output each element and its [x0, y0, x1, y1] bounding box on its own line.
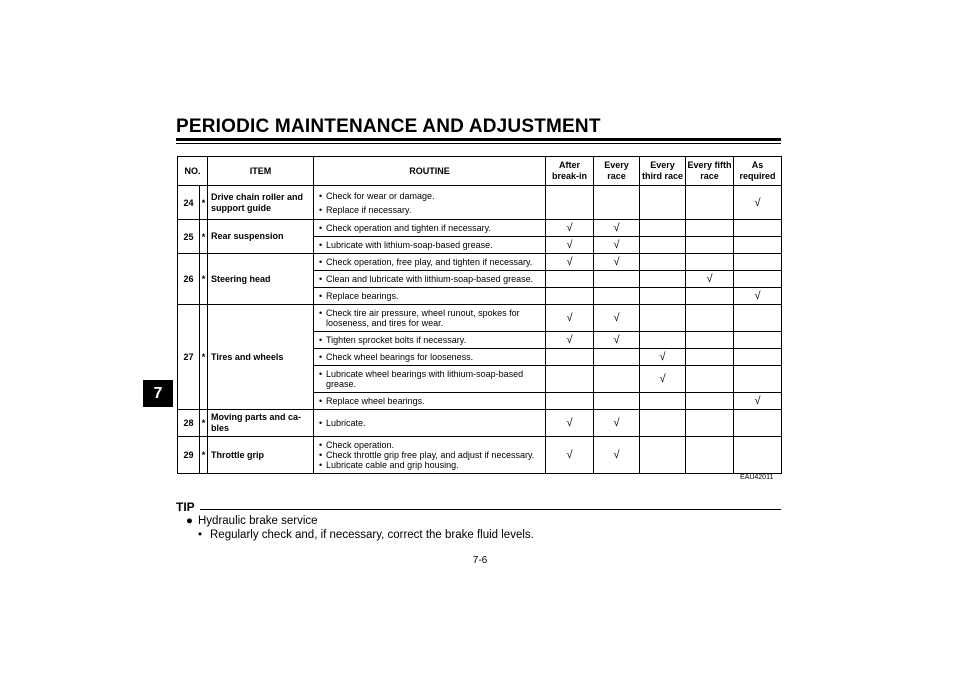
check-cell [546, 271, 594, 288]
check-cell [594, 366, 640, 393]
row-routine [314, 271, 546, 288]
check-mark: √ [546, 332, 594, 349]
routine-line: • Check operation and tighten if necessary. [318, 223, 542, 233]
check-cell [686, 437, 734, 474]
table-row [178, 305, 782, 332]
row-routine [314, 305, 546, 332]
check-cell [686, 254, 734, 271]
check-mark: √ [594, 254, 640, 271]
check-cell [640, 393, 686, 410]
tip-label: TIP [176, 500, 195, 514]
routine-line: • Check throttle grip free play, and adjust if necessary. [318, 450, 542, 460]
chapter-tab: 7 [143, 380, 173, 407]
check-cell [640, 186, 686, 220]
header-every-fifth-race: Every fifth race [686, 157, 734, 186]
check-cell [640, 305, 686, 332]
check-cell [640, 237, 686, 254]
check-cell [686, 220, 734, 237]
check-cell [640, 288, 686, 305]
table-row [178, 220, 782, 237]
check-cell [734, 437, 782, 474]
routine-line: • Lubricate wheel bearings with lithium-soap-based grease. [318, 369, 542, 389]
row-routine [314, 288, 546, 305]
row-routine [314, 366, 546, 393]
title-rule-thin [176, 143, 781, 144]
check-cell [686, 186, 734, 220]
check-cell [640, 410, 686, 437]
check-cell [734, 410, 782, 437]
check-cell [546, 349, 594, 366]
dot-bullet-icon: • [198, 529, 203, 541]
check-cell [734, 254, 782, 271]
check-mark: √ [594, 305, 640, 332]
check-cell [734, 366, 782, 393]
routine-line: • Check operation, free play, and tighten if necessary. [318, 257, 542, 267]
check-cell [594, 288, 640, 305]
check-mark: √ [640, 366, 686, 393]
table-row [178, 254, 782, 271]
row-number: 28 [178, 410, 200, 437]
maintenance-table [177, 156, 782, 474]
routine-line: • Lubricate. [318, 418, 542, 428]
header-item: ITEM [208, 157, 314, 186]
check-cell [546, 393, 594, 410]
routine-line: • Check operation. [318, 440, 542, 450]
routine-line: • Clean and lubricate with lithium-soap-based grease. [318, 274, 542, 284]
check-cell [546, 288, 594, 305]
header-after-break-in: After break-in [546, 157, 594, 186]
check-cell [640, 254, 686, 271]
row-number: 29 [178, 437, 200, 474]
filled-circle-bullet-icon: ● [186, 515, 193, 527]
routine-line: • Check for wear or damage. [318, 191, 542, 201]
row-number: 25 [178, 220, 200, 254]
check-cell [640, 220, 686, 237]
row-routine [314, 437, 546, 474]
table-row [178, 437, 782, 474]
check-mark: √ [734, 186, 782, 220]
check-cell [686, 410, 734, 437]
row-star: * [200, 410, 208, 437]
row-item: Drive chain roller and support guide [208, 186, 314, 220]
tip-rule [200, 509, 781, 510]
tip-item [186, 515, 318, 527]
row-routine [314, 186, 546, 220]
check-cell [734, 305, 782, 332]
check-mark: √ [546, 237, 594, 254]
routine-line: • Tighten sprocket bolts if necessary. [318, 335, 542, 345]
check-cell [640, 437, 686, 474]
check-cell [686, 332, 734, 349]
row-star: * [200, 254, 208, 305]
check-cell [686, 305, 734, 332]
routine-line: • Replace wheel bearings. [318, 396, 542, 406]
table-header-row [178, 157, 782, 186]
check-mark: √ [594, 410, 640, 437]
check-cell [686, 349, 734, 366]
routine-line: • Check wheel bearings for looseness. [318, 352, 542, 362]
check-cell [640, 332, 686, 349]
check-mark: √ [734, 288, 782, 305]
row-number: 26 [178, 254, 200, 305]
check-cell [734, 220, 782, 237]
check-mark: √ [594, 237, 640, 254]
row-star: * [200, 305, 208, 410]
check-cell [734, 237, 782, 254]
row-star: * [200, 437, 208, 474]
tip-subitem-text: Regularly check and, if necessary, correct the brake fluid levels. [210, 529, 534, 541]
check-cell [734, 271, 782, 288]
document-code: EAU42011 [740, 474, 774, 481]
title-rule-thick [176, 138, 781, 141]
check-mark: √ [546, 410, 594, 437]
header-as-required: As required [734, 157, 782, 186]
check-mark: √ [546, 437, 594, 474]
check-mark: √ [546, 305, 594, 332]
check-cell [594, 186, 640, 220]
row-number: 27 [178, 305, 200, 410]
header-no: NO. [178, 157, 208, 186]
row-routine [314, 254, 546, 271]
header-every-third-race: Every third race [640, 157, 686, 186]
table-row [178, 186, 782, 220]
routine-line: • Lubricate with lithium-soap-based grease. [318, 240, 542, 250]
check-mark: √ [546, 220, 594, 237]
table-row [178, 410, 782, 437]
row-routine [314, 349, 546, 366]
check-cell [686, 237, 734, 254]
row-star: * [200, 186, 208, 220]
check-cell [686, 288, 734, 305]
check-cell [734, 332, 782, 349]
row-item: Tires and wheels [208, 305, 314, 410]
header-routine: ROUTINE [314, 157, 546, 186]
check-mark: √ [594, 220, 640, 237]
row-item: Rear suspension [208, 220, 314, 254]
tip-item-text: Hydraulic brake service [198, 515, 318, 527]
routine-line: • Lubricate cable and grip housing. [318, 460, 542, 470]
check-cell [686, 393, 734, 410]
row-routine [314, 393, 546, 410]
check-mark: √ [594, 332, 640, 349]
check-cell [594, 271, 640, 288]
routine-line: • Check tire air pressure, wheel runout, spokes for looseness, and tires for wear. [318, 308, 542, 328]
page-title: PERIODIC MAINTENANCE AND ADJUSTMENT [176, 116, 601, 137]
check-mark: √ [546, 254, 594, 271]
tip-subitem [186, 529, 534, 541]
check-cell [546, 186, 594, 220]
check-cell [734, 349, 782, 366]
row-item: Moving parts and ca-bles [208, 410, 314, 437]
check-cell [686, 366, 734, 393]
header-every-race: Every race [594, 157, 640, 186]
row-number: 24 [178, 186, 200, 220]
row-star: * [200, 220, 208, 254]
row-routine [314, 410, 546, 437]
check-mark: √ [594, 437, 640, 474]
check-cell [640, 271, 686, 288]
check-mark: √ [640, 349, 686, 366]
check-cell [594, 393, 640, 410]
check-cell [546, 366, 594, 393]
check-mark: √ [686, 271, 734, 288]
check-mark: √ [734, 393, 782, 410]
row-item: Throttle grip [208, 437, 314, 474]
routine-line: • Replace if necessary. [318, 205, 542, 215]
routine-line: • Replace bearings. [318, 291, 542, 301]
row-routine [314, 332, 546, 349]
row-routine [314, 237, 546, 254]
row-item: Steering head [208, 254, 314, 305]
check-cell [594, 349, 640, 366]
page-number: 7-6 [472, 555, 488, 566]
row-routine [314, 220, 546, 237]
